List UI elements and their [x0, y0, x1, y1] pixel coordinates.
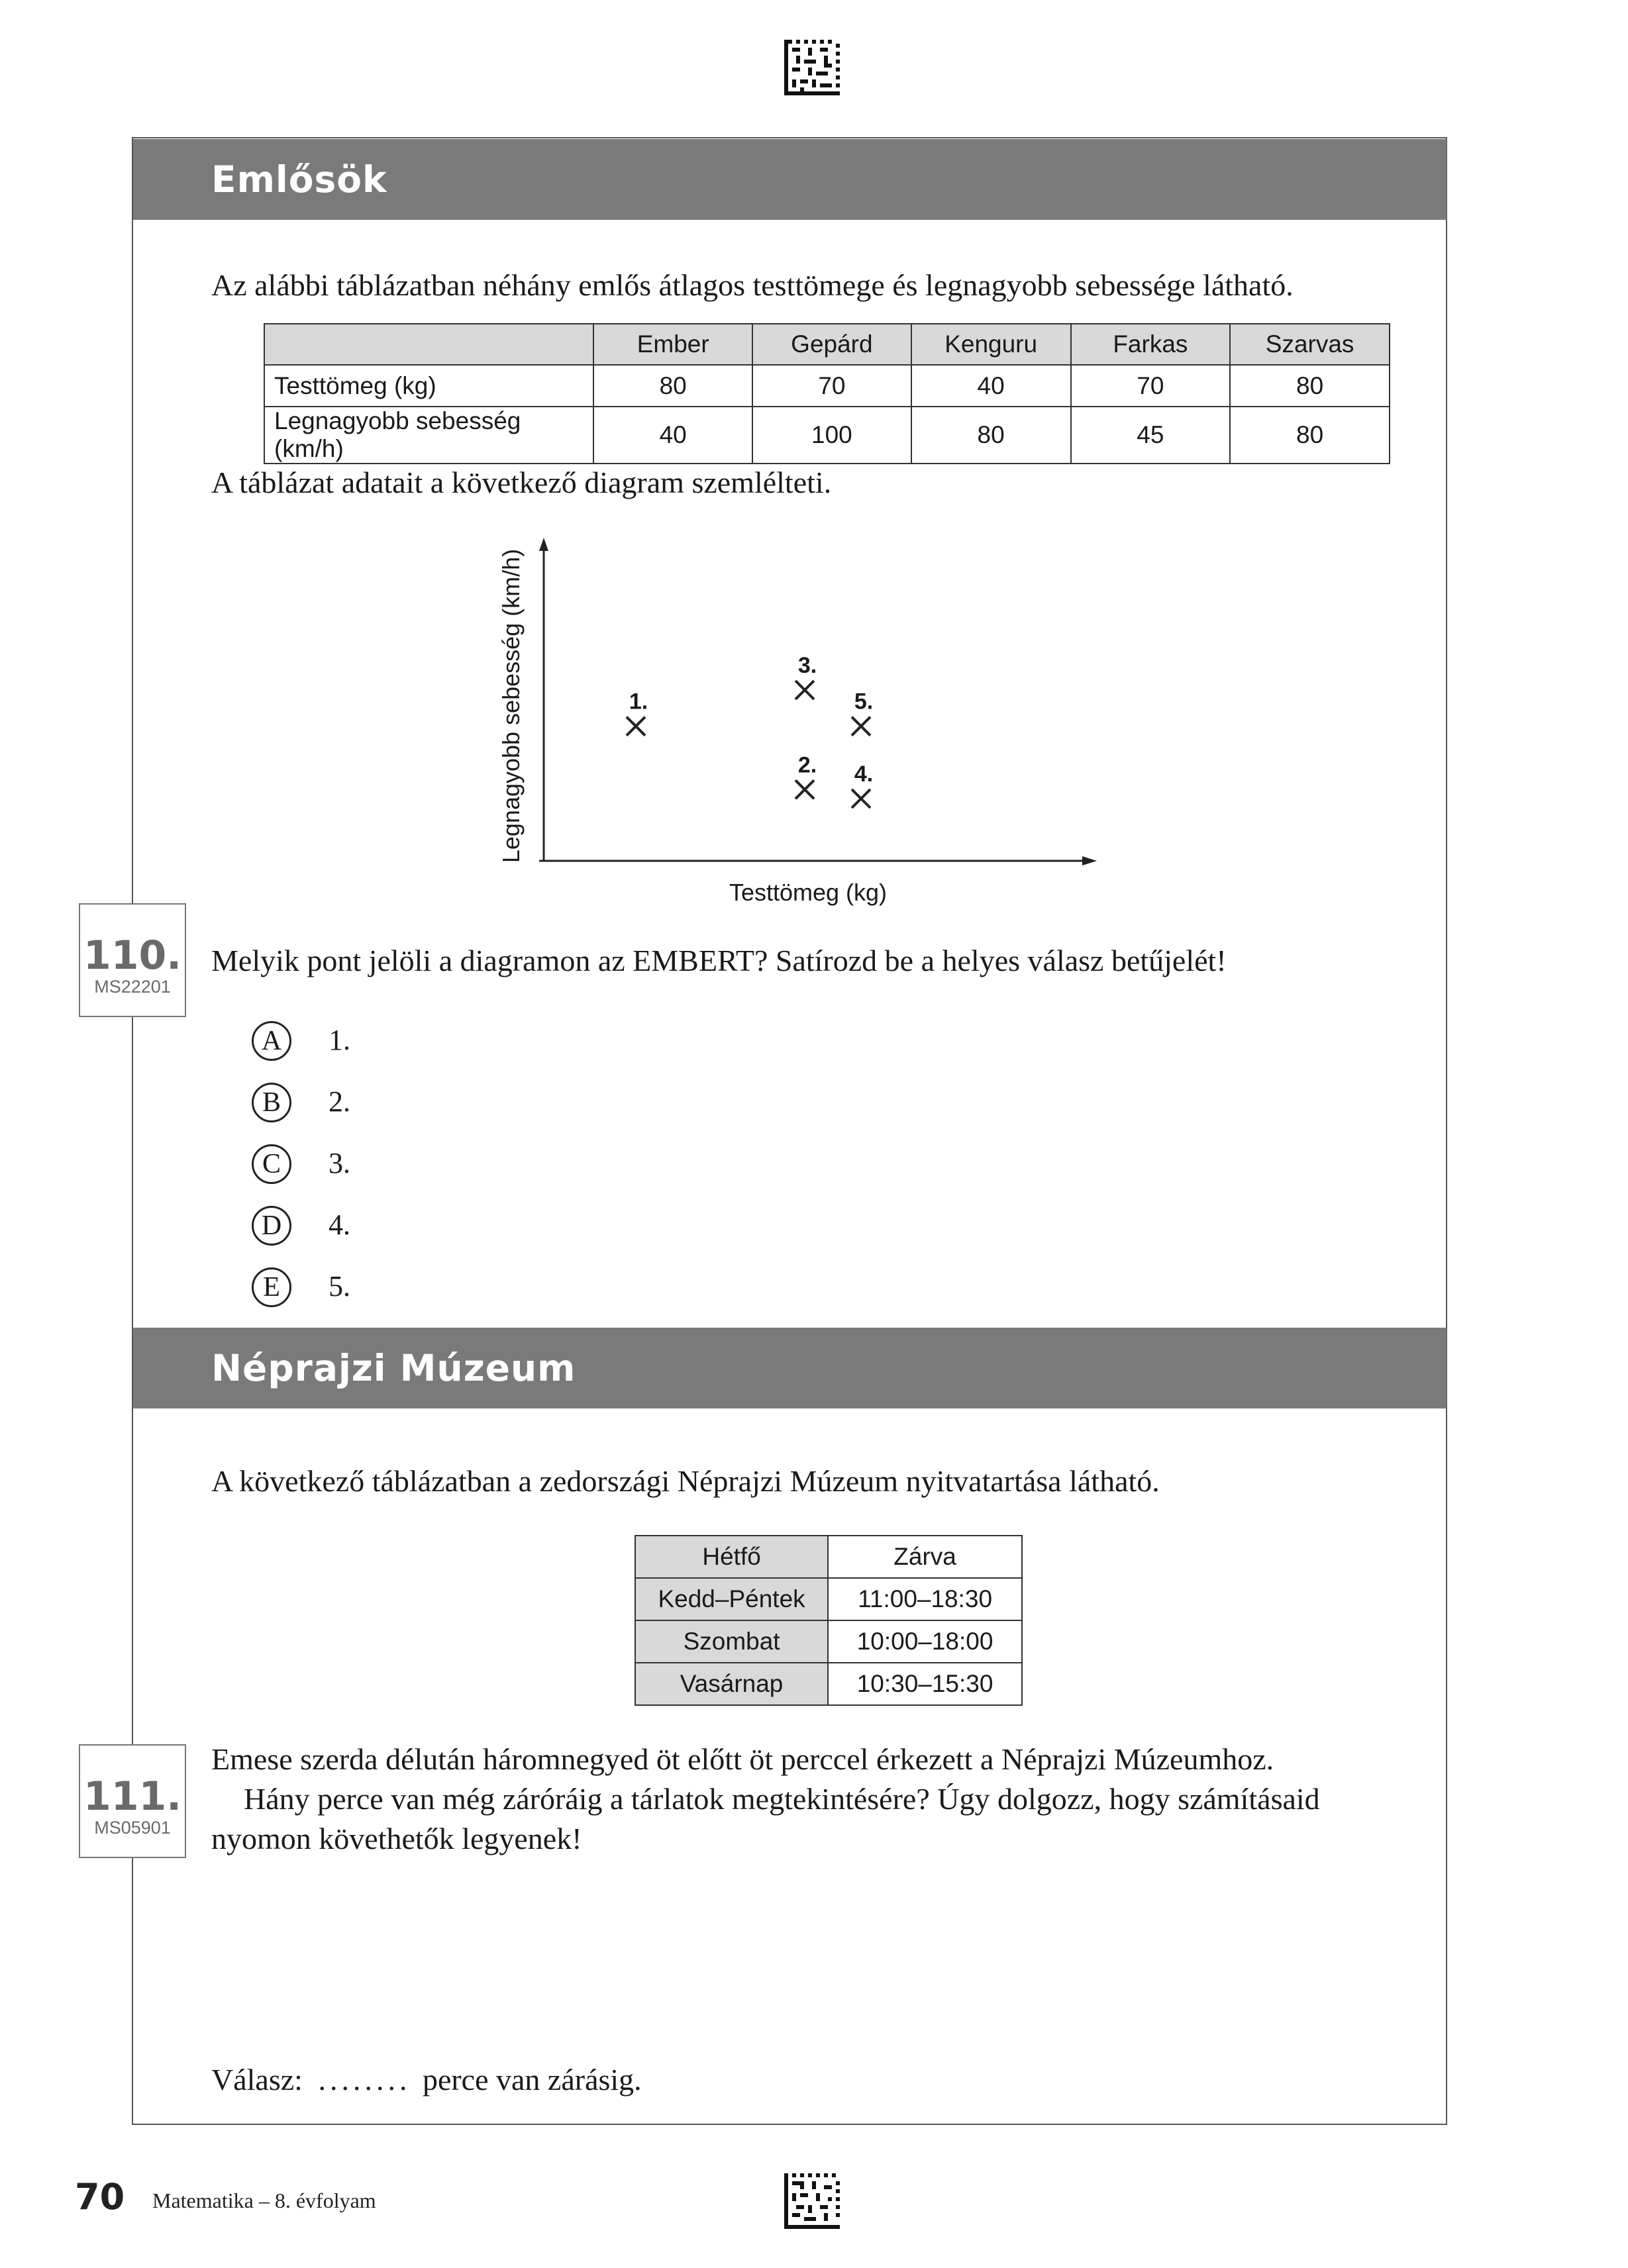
question-111-line3: nyomon követhetők legyenek! [211, 1822, 582, 1855]
table-header-cell: Gepárd [752, 324, 911, 365]
hours-cell: Zárva [828, 1536, 1022, 1578]
hours-cell: 10:30–15:30 [828, 1663, 1022, 1705]
scatter-point-label: 3. [797, 653, 817, 678]
opening-hours-table [635, 1535, 1023, 1706]
question-number: 110. [83, 932, 182, 979]
answer-prefix: Válasz: [211, 2063, 303, 2096]
table-cell: 70 [1071, 365, 1231, 407]
table-cell: 100 [752, 407, 911, 464]
y-axis-label: Legnagyobb sebesség (km/h) [497, 548, 525, 863]
table-row [635, 1536, 1022, 1578]
answer-blank[interactable]: ........ [318, 2063, 411, 2096]
scatter-point-5 [852, 689, 873, 736]
table-cell: 80 [911, 407, 1071, 464]
diagram-intro: A táblázat adatait a következő diagram szemlélteti. [211, 466, 832, 499]
section-title: Néprajzi Múzeum [211, 1347, 576, 1389]
table-cell: 80 [1230, 407, 1390, 464]
table-header-cell: Ember [593, 324, 752, 365]
table-header-empty [264, 324, 593, 365]
mammal-table [264, 323, 1390, 464]
option-label: 4. [329, 1208, 350, 1241]
question-110-text: Melyik pont jelöli a diagramon az EMBERT? Satírozd be a helyes válasz betűjelét! [211, 944, 1227, 977]
question-111-line1: Emese szerda délután háromnegyed öt előtt öt perccel érkezett a Néprajzi Múzeumhoz. [211, 1742, 1274, 1776]
scatter-diagram [477, 530, 1113, 914]
question-111-box [79, 1744, 186, 1858]
day-cell: Vasárnap [635, 1663, 828, 1705]
footer-subject: Matematika – 8. évfolyam [152, 2189, 376, 2212]
answer-suffix: perce van zárásig. [422, 2063, 642, 2096]
bottom-datamatrix-code [784, 2173, 840, 2229]
scatter-point-3 [795, 653, 817, 699]
day-cell: Kedd–Péntek [635, 1578, 828, 1620]
option-letter-circle[interactable]: E [252, 1267, 291, 1307]
question-110-box [79, 903, 186, 1017]
option-label: 3. [329, 1147, 350, 1179]
x-axis-label: Testtömeg (kg) [729, 879, 888, 906]
y-axis-arrow-icon [539, 538, 548, 551]
question-code: MS05901 [94, 1818, 171, 1838]
page-number: 70 [75, 2176, 125, 2218]
scatter-point-1 [627, 689, 648, 736]
table-header-cell: Szarvas [1230, 324, 1390, 365]
table-cell: 40 [911, 365, 1071, 407]
x-axis-arrow-icon [1082, 856, 1097, 865]
table-cell: 70 [752, 365, 911, 407]
question-code: MS22201 [94, 977, 171, 997]
scatter-point-label: 1. [629, 689, 648, 715]
option-letter-circle[interactable]: B [252, 1083, 291, 1122]
section-header-neprajzi-muzeum [133, 1328, 1447, 1408]
option-letter-circle[interactable]: C [252, 1144, 291, 1184]
question-number: 111. [83, 1773, 182, 1820]
table-row [264, 365, 1390, 407]
table-cell: 80 [593, 365, 752, 407]
table-row [635, 1663, 1022, 1705]
section-title: Emlősök [211, 158, 387, 201]
question-111-line2: Hány perce van még záróráig a tárlatok megtekintésére? Úgy dolgozz, hogy számításaid [244, 1782, 1320, 1816]
table-cell: 40 [593, 407, 752, 464]
diagram-axes [539, 538, 1097, 865]
section1-intro: Az alábbi táblázatban néhány emlős átlagos testtömege és legnagyobb sebessége látható. [211, 268, 1294, 302]
hours-cell: 11:00–18:30 [828, 1578, 1022, 1620]
scatter-point-label: 2. [797, 752, 817, 778]
answer-line [211, 2062, 642, 2097]
hours-cell: 10:00–18:00 [828, 1620, 1022, 1663]
table-header-cell: Kenguru [911, 324, 1071, 365]
option-label: 1. [329, 1024, 350, 1056]
option-letter-circle[interactable]: A [252, 1021, 291, 1061]
table-row [635, 1620, 1022, 1663]
scatter-point-2 [795, 752, 817, 799]
section-header-emlosok [133, 139, 1447, 220]
section2-intro: A következő táblázatban a zedországi Néprajzi Múzeum nyitvatartása látható. [211, 1464, 1160, 1498]
table-cell: 80 [1230, 365, 1390, 407]
option-label: 2. [329, 1085, 350, 1118]
top-datamatrix-code [784, 40, 840, 95]
table-row [264, 407, 1390, 464]
option-label: 5. [329, 1270, 350, 1303]
row-label: Legnagyobb sebesség (km/h) [264, 407, 593, 464]
table-cell: 45 [1071, 407, 1231, 464]
scatter-point-label: 5. [854, 689, 874, 715]
table-header-cell: Farkas [1071, 324, 1231, 365]
scatter-point-4 [852, 762, 873, 808]
option-letter-circle[interactable]: D [252, 1206, 291, 1246]
day-cell: Szombat [635, 1620, 828, 1663]
day-cell: Hétfő [635, 1536, 828, 1578]
scatter-point-label: 4. [854, 762, 874, 787]
row-label: Testtömeg (kg) [264, 365, 593, 407]
table-row [635, 1578, 1022, 1620]
